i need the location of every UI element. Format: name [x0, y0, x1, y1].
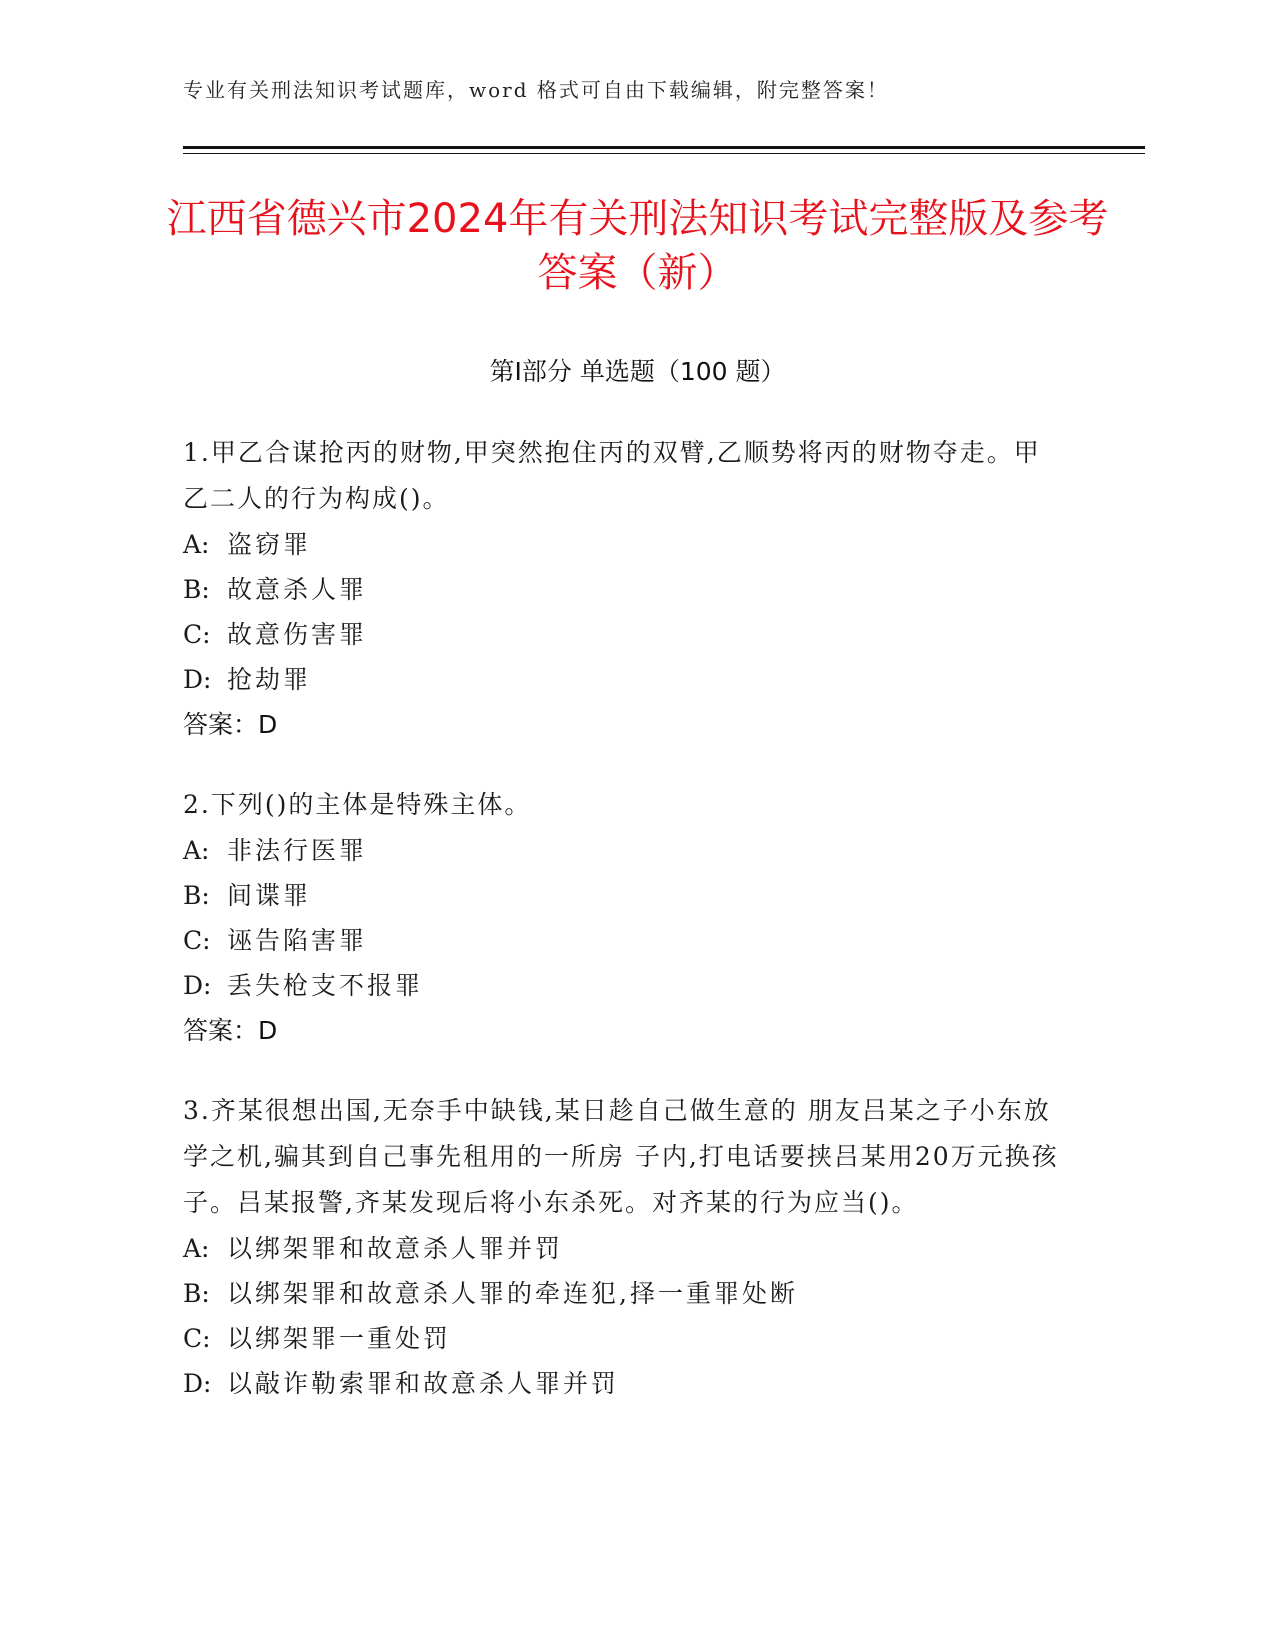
option-text: 以绑架罪和故意杀人罪并罚	[227, 1234, 564, 1263]
section-title: 第Ⅰ部分 单选题（100 题）	[489, 357, 786, 386]
option-letter: D:	[183, 665, 212, 694]
option-d	[183, 963, 1063, 1008]
option-a	[183, 522, 1063, 567]
option-text: 盗窃罪	[227, 530, 312, 559]
option-letter: C:	[183, 620, 211, 649]
option-c	[183, 612, 1063, 657]
question-stem: 3.齐某很想出国,无奈手中缺钱,某日趁自己做生意的 朋友吕某之子小东放学之机,骗其到自己事先租用的一所房 子内,打电话要挟吕某用20万元换孩子。吕某报警,齐某发现后将小东杀死。对齐某的行为应当()。	[183, 1096, 1059, 1217]
option-letter: B:	[183, 881, 210, 910]
option-text: 非法行医罪	[227, 836, 368, 865]
question-stem: 1.甲乙合谋抢丙的财物,甲突然抱住丙的双臂,乙顺势将丙的财物夺走。甲乙二人的行为构成()。	[183, 438, 1041, 513]
answer-line: 答案：D	[183, 1016, 278, 1045]
option-a	[183, 1226, 1063, 1271]
question-2	[183, 782, 1063, 1054]
option-b	[183, 567, 1063, 612]
option-text: 诬告陷害罪	[227, 926, 368, 955]
header-rule-thick	[183, 146, 1145, 149]
option-a	[183, 828, 1063, 873]
option-b	[183, 873, 1063, 918]
option-text: 以绑架罪和故意杀人罪的牵连犯,择一重罪处断	[227, 1279, 798, 1308]
option-text: 故意杀人罪	[227, 575, 368, 604]
question-list	[183, 430, 1063, 1440]
option-text: 抢劫罪	[227, 665, 312, 694]
option-text: 故意伤害罪	[227, 620, 368, 649]
option-b	[183, 1271, 1063, 1316]
option-c	[183, 1316, 1063, 1361]
option-letter: A:	[183, 530, 210, 559]
option-letter: D:	[183, 971, 212, 1000]
question-stem: 2.下列()的主体是特殊主体。	[183, 790, 532, 819]
option-c	[183, 918, 1063, 963]
question-3	[183, 1088, 1063, 1406]
option-d	[183, 657, 1063, 702]
option-letter: D:	[183, 1369, 212, 1398]
option-text: 丢失枪支不报罪	[227, 971, 424, 1000]
option-d	[183, 1361, 1063, 1406]
header-rule-thin	[183, 153, 1145, 154]
option-letter: C:	[183, 926, 211, 955]
option-text: 以敲诈勒索罪和故意杀人罪并罚	[227, 1369, 620, 1398]
document-title: 江西省德兴市2024年有关刑法知识考试完整版及参考答案（新）	[166, 196, 1109, 296]
option-letter: B:	[183, 575, 210, 604]
option-text: 以绑架罪一重处罚	[227, 1324, 452, 1353]
option-letter: B:	[183, 1279, 210, 1308]
option-letter: A:	[183, 1234, 210, 1263]
option-letter: A:	[183, 836, 210, 865]
question-1	[183, 430, 1063, 748]
option-text: 间谍罪	[227, 881, 312, 910]
header-note: 专业有关刑法知识考试题库，word 格式可自由下载编辑，附完整答案！	[183, 78, 889, 102]
option-letter: C:	[183, 1324, 211, 1353]
answer-line: 答案：D	[183, 710, 278, 739]
